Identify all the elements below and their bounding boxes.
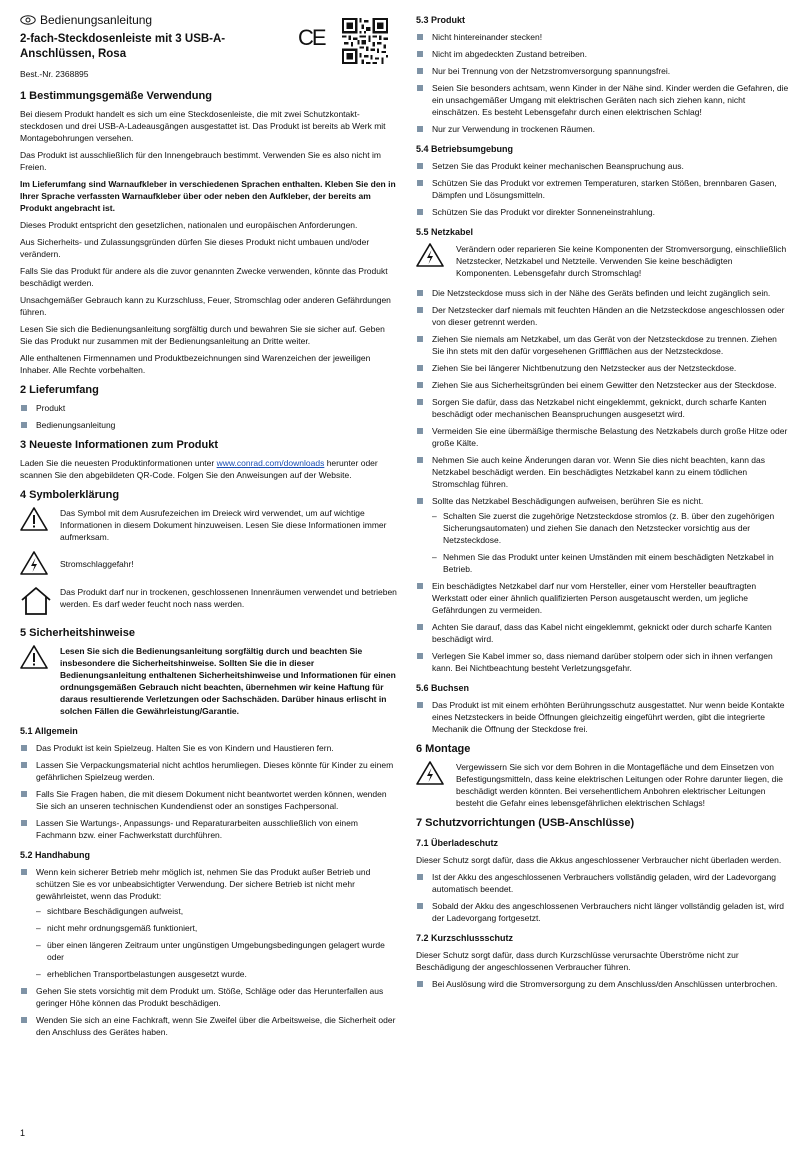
- list-item: Der Netzstecker darf niemals mit feuchten Händen an die Netzsteckdose angeschlossen oder von dieser getrennt werden.: [416, 304, 790, 328]
- list-item: Bei Auslösung wird die Stromversorgung zu dem Anschluss/den Anschlüssen unterbrochen.: [416, 978, 790, 990]
- s1-p8: Lesen Sie sich die Bedienungsanleitung sorgfältig durch und bewahren Sie sie sicher auf. Geben Sie das Produkt nur zusammen mit der Bedienungsanleitung an Dritte weiter.: [20, 324, 385, 346]
- list-item: Sorgen Sie dafür, dass das Netzkabel nicht eingeklemmt, geknickt, durch scharfe Kanten beschädigt oder mechanischen Beanspruchungen ausgesetzt wird.: [416, 396, 790, 420]
- delivery-list: [20, 402, 398, 431]
- sockets-list: [416, 699, 790, 735]
- mounting-warning-text: Vergewissern Sie sich vor dem Bohren in die Montagefläche und dem Einsetzen von Befestigungsmitteln, dass keine elektrischen Leitungen oder Rohre darunter liegen, die beschädigt werden könnten. Bei versehentlichem Anbohren elektrischer Leitungen besteht die Gefahr eines lebensgefährlichen elektrischen Schlags!: [456, 762, 783, 808]
- doc-type: Bedienungsanleitung: [40, 13, 153, 27]
- dash-item: – sichtbare Beschädigungen aufweist,: [36, 905, 398, 917]
- s3-paragraph: [20, 457, 398, 481]
- list-item: Vermeiden Sie eine übermäßige thermische Belastung des Netzkabels durch große Hitze oder große Kälte.: [416, 425, 790, 449]
- power-cord-warning-text: Verändern oder reparieren Sie keine Komponenten der Stromversorgung, einschließlich Netzstecker, Netzkabel und Netzteile. Verwenden Sie keine beschädigten Komponenten. Lebensgefahr durch Stromschlag!: [456, 244, 787, 278]
- s1-p9: Alle enthaltenen Firmennamen und Produktbezeichnungen sind Warenzeichen der jeweiligen Inhaber. Alle Rechte vorbehalten.: [20, 353, 371, 375]
- list-item: Nicht hintereinander stecken!: [416, 31, 790, 43]
- list-item: Ziehen Sie aus Sicherheitsgründen bei einem Gewitter den Netzstecker aus der Steckdose.: [416, 379, 790, 391]
- eye-icon: [20, 15, 36, 25]
- list-item: Lassen Sie Verpackungsmaterial nicht achtlos herumliegen. Dieses könnte für Kinder zu einem gefährlichen Spielzeug werden.: [20, 759, 398, 783]
- power-cord-list: [416, 287, 790, 674]
- handling-dash-list: [36, 905, 398, 980]
- list-item: Lassen Sie Wartungs-, Anpassungs- und Reparaturarbeiten ausschließlich von einem Fachmann bzw. einer Fachwerkstatt durchführen.: [20, 817, 398, 841]
- s71-intro: Dieser Schutz sorgt dafür, dass die Akkus angeschlossener Verbraucher nicht überladen werden.: [416, 855, 782, 865]
- electric-shock-icon: [416, 761, 444, 785]
- list-item: [20, 866, 398, 980]
- safety-intro-text: Lesen Sie sich die Bedienungsanleitung sorgfältig durch und beachten Sie insbesondere die Sicherheitshinweise. Sollten Sie die in dieser Bedienungsanleitung enthaltenen Sicherheitshinweise und Informationen für einen ordnungsgemäßen Gebrauch nicht beachten, übernehmen wir keine Haftung für daraus resultierende Verletzungen oder Sachschäden. Darüber hinaus erlischt in solchen Fällen die Gewährleistung/Garantie.: [60, 646, 396, 716]
- s1-p7: Unsachgemäßer Gebrauch kann zu Kurzschluss, Feuer, Stromschlag oder anderen Gefährdungen führen.: [20, 295, 391, 317]
- product-title: 2-fach-Steckdosenleiste mit 3 USB-A-Anschlüssen, Rosa: [20, 33, 226, 60]
- general-list: [20, 742, 398, 841]
- s72-intro: Dieser Schutz sorgt dafür, dass durch Kurzschlüsse verursachte Überströme nicht zur Beschädigung der angeschlossenen Verbraucher führen.: [416, 950, 739, 972]
- handling-item-1: Wenn kein sicherer Betrieb mehr möglich ist, nehmen Sie das Produkt außer Betrieb und schützen Sie es vor unbeabsichtigter Verwendung. Der sichere Betrieb ist nicht mehr gewährleistet, wenn das Produkt:: [36, 867, 371, 901]
- warning-triangle-icon: [20, 507, 48, 531]
- list-item: Das Produkt ist kein Spielzeug. Halten Sie es von Kindern und Haustieren fern.: [20, 742, 398, 754]
- page-number: 1: [20, 1128, 26, 1138]
- section-7-1-heading: 7.1 Überladeschutz: [416, 838, 499, 848]
- section-1-heading: 1 Bestimmungsgemäße Verwendung: [20, 90, 212, 102]
- symbol-warning-text: Das Symbol mit dem Ausrufezeichen im Dreieck wird verwendet, um auf wichtige Informationen in diesem Dokument hinzuweisen. Lesen Sie diese Informationen immer aufmerksam.: [60, 508, 387, 542]
- mounting-warning: [416, 761, 790, 809]
- order-number: Best.-Nr. 2368895: [20, 69, 89, 79]
- section-5-2-heading: 5.2 Handhabung: [20, 850, 91, 860]
- s1-p3: Im Lieferumfang sind Warnaufkleber in verschiedenen Sprachen enthalten. Kleben Sie den in Ihrer Sprache verfassten Warnaufkleber über oder neben den Aufkleber, der bereits am Produkt angebracht ist.: [20, 179, 396, 213]
- section-5-4-heading: 5.4 Betriebsumgebung: [416, 144, 514, 154]
- dash-item: – über einen längeren Zeitraum unter ungünstigen Umgebungsbedingungen gelagert wurde oder: [36, 939, 398, 963]
- s1-p2: Das Produkt ist ausschließlich für den Innengebrauch bestimmt. Verwenden Sie es also nicht im Freien.: [20, 150, 381, 172]
- section-3-heading: 3 Neueste Informationen zum Produkt: [20, 439, 219, 451]
- list-item: Sobald der Akku des angeschlossenen Verbrauchers nicht länger vollständig geladen ist, wird der Ladevorgang fortgesetzt.: [416, 900, 790, 924]
- list-item: Nicht im abgedeckten Zustand betreiben.: [416, 48, 790, 60]
- section-7-heading: 7 Schutzvorrichtungen (USB-Anschlüsse): [416, 817, 635, 829]
- dash-item: – Nehmen Sie das Produkt unter keinen Umständen mit einem beschädigten Netzkabel in Betrieb.: [432, 551, 790, 575]
- list-item: Produkt: [20, 402, 398, 414]
- list-item: Falls Sie Fragen haben, die mit diesem Dokument nicht beantwortet werden können, wenden Sie sich an unseren technischen Kundendienst oder an sonstiges Fachpersonal.: [20, 788, 398, 812]
- section-5-6-heading: 5.6 Buchsen: [416, 683, 470, 693]
- s1-p1: Bei diesem Produkt handelt es sich um eine Steckdosenleiste, die mit zwei Schutzkontakt-steckdosen und drei USB-A-Ladeausgängen ausgestattet ist. Das Produkt ist bereits ab Werk mit Montagebohrungen versehen.: [20, 109, 386, 143]
- dash-item: – nicht mehr ordnungsgemäß funktioniert,: [36, 922, 398, 934]
- list-item: Verlegen Sie Kabel immer so, dass niemand darüber stolpern oder sich in ihnen verfangen kann. Bei Nichtbeachtung besteht Verletzungsgefahr.: [416, 650, 790, 674]
- list-item: Gehen Sie stets vorsichtig mit dem Produkt um. Stöße, Schläge oder das Herunterfallen aus geringer Höhe können das Produkt beschädigen.: [20, 985, 398, 1009]
- list-item: Schützen Sie das Produkt vor direkter Sonneneinstrahlung.: [416, 206, 790, 218]
- list-item: Nehmen Sie auch keine Änderungen daran vor. Wenn Sie dies nicht beachten, kann das Netzkabel beschädigt werden. Ein beschädigtes Netzkabel kann zu einem tödlichen Stromschlag führen.: [416, 454, 790, 490]
- list-item: Nur zur Verwendung in trockenen Räumen.: [416, 123, 790, 135]
- section-2-heading: 2 Lieferumfang: [20, 384, 99, 396]
- short-circuit-list: [416, 978, 790, 990]
- ce-mark: CE: [298, 25, 325, 50]
- symbol-shock-text: Stromschlaggefahr!: [60, 559, 134, 569]
- list-item: Schützen Sie das Produkt vor extremen Temperaturen, starken Stößen, brennbaren Gasen, Dämpfen und Lösungsmitteln.: [416, 177, 790, 201]
- dash-item: – erheblichen Transportbelastungen ausgesetzt wurde.: [36, 968, 398, 980]
- environment-list: [416, 160, 790, 218]
- left-column: [20, 14, 398, 1043]
- electric-shock-icon: [20, 551, 48, 575]
- s1-p5: Aus Sicherheits- und Zulassungsgründen dürfen Sie dieses Produkt nicht umbauen und/oder verändern.: [20, 237, 370, 259]
- list-item: Ziehen Sie niemals am Netzkabel, um das Gerät von der Netzsteckdose zu trennen. Ziehen Sie ihn stets mit den dafür vorgesehenen Griffflächen aus der Netzsteckdose.: [416, 333, 790, 357]
- list-item: Setzen Sie das Produkt keiner mechanischen Beanspruchung aus.: [416, 160, 790, 172]
- list-item: Bedienungsanleitung: [20, 419, 398, 431]
- symbol-indoor-row: [20, 586, 398, 619]
- damaged-cord-dash-list: [432, 510, 790, 575]
- damaged-cord-item: Sollte das Netzkabel Beschädigungen aufweisen, berühren Sie es nicht.: [432, 496, 704, 506]
- list-item: Die Netzsteckdose muss sich in der Nähe des Geräts befinden und leicht zugänglich sein.: [416, 287, 790, 299]
- list-item: Nur bei Trennung von der Netzstromversorgung spannungsfrei.: [416, 65, 790, 77]
- s1-p4: Dieses Produkt entspricht den gesetzlichen, nationalen und europäischen Anforderungen.: [20, 220, 358, 230]
- qr-code[interactable]: [342, 18, 388, 64]
- section-7-2-heading: 7.2 Kurzschlussschutz: [416, 933, 514, 943]
- list-item: Seien Sie besonders achtsam, wenn Kinder in der Nähe sind. Kinder werden die Gefahren, die ein unsachgemäßer Umgang mit elektrischen Geräten nach sich ziehen kann, nicht einschätzen. Es besteht Lebensgefahr durch einen elektrischen Schlag!: [416, 82, 790, 118]
- safety-intro-box: [20, 645, 398, 717]
- downloads-link[interactable]: www.conrad.com/downloads: [216, 458, 325, 468]
- section-5-5-heading: 5.5 Netzkabel: [416, 227, 474, 237]
- power-cord-warning: [416, 243, 790, 279]
- section-5-1-heading: 5.1 Allgemein: [20, 726, 78, 736]
- list-item: Das Produkt ist mit einem erhöhten Berührungsschutz ausgestattet. Nur wenn beide Kontakte eines Netzsteckers in beide Öffnungen gleichzeitig eingeführt werden, gibt die integrierte Mechanik die Öffnung der Steckdose frei.: [416, 699, 790, 735]
- symbol-indoor-text: Das Produkt darf nur in trockenen, geschlossenen Innenräumen verwendet und betrieben werden. Es darf weder feucht noch nass werden.: [60, 587, 397, 609]
- list-item: [416, 495, 790, 575]
- section-6-heading: 6 Montage: [416, 743, 471, 755]
- s3-pre: Laden Sie die neuesten Produktinformationen unter: [20, 458, 217, 468]
- symbol-warning-row: [20, 507, 398, 543]
- list-item: Ziehen Sie bei längerer Nichtbenutzung den Netzstecker aus der Netzsteckdose.: [416, 362, 790, 374]
- s1-p6: Falls Sie das Produkt für andere als die zuvor genannten Zwecke verwenden, könnte das Produkt beschädigt werden.: [20, 266, 388, 288]
- dash-item: – Schalten Sie zuerst die zugehörige Netzsteckdose stromlos (z. B. über den zugehörigen Sicherungsautomaten) und ziehen Sie danach den Netzstecker vorsichtig aus der Netzsteckdose.: [432, 510, 790, 546]
- s3-post: herunter oder scannen Sie den abgebildeten QR-Code. Folgen Sie den Anweisungen auf der Website.: [20, 458, 378, 480]
- list-item: Ist der Akku des angeschlossenen Verbrauchers vollständig geladen, wird der Ladevorgang automatisch beendet.: [416, 871, 790, 895]
- warning-triangle-icon: [20, 645, 48, 669]
- section-5-3-heading: 5.3 Produkt: [416, 15, 466, 25]
- overcharge-list: [416, 871, 790, 924]
- electric-shock-icon: [416, 243, 444, 267]
- list-item: Wenden Sie sich an eine Fachkraft, wenn Sie Zweifel über die Arbeitsweise, die Sicherheit oder den Anschluss des Gerätes haben.: [20, 1014, 398, 1038]
- handling-list: [20, 866, 398, 1038]
- right-column: [416, 14, 790, 995]
- product-list: [416, 31, 790, 135]
- list-item: Ein beschädigtes Netzkabel darf nur vom Hersteller, einer vom Hersteller beauftragten Werkstatt oder einer ähnlich qualifizierten Person ausgetauscht werden, um jegliche Gefährdungen zu vermeiden.: [416, 580, 790, 616]
- list-item: Achten Sie darauf, dass das Kabel nicht eingeklemmt, geknickt oder durch scharfe Kanten beschädigt wird.: [416, 621, 790, 645]
- symbol-shock-row: [20, 551, 398, 578]
- house-icon: [20, 586, 52, 616]
- section-5-heading: 5 Sicherheitshinweise: [20, 627, 135, 639]
- section-4-heading: 4 Symbolerklärung: [20, 489, 120, 501]
